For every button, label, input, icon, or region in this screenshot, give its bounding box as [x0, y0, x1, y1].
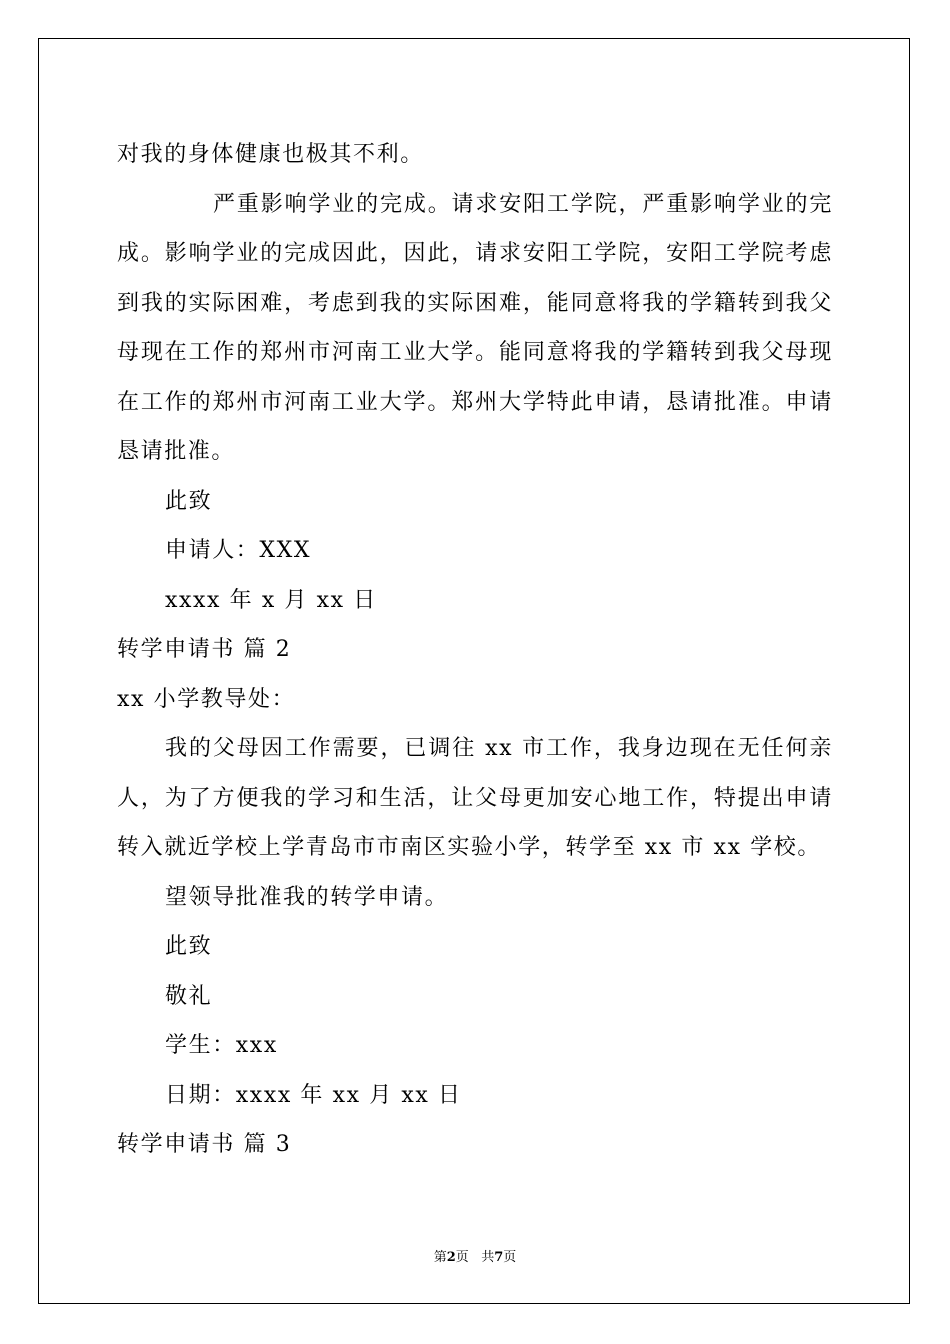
date-line: 日期：xxxx 年 xx 月 xx 日	[165, 1082, 462, 1108]
total-page-count: 7	[494, 1250, 504, 1265]
footer-total-prefix: 共	[481, 1250, 495, 1265]
closing-regards: 敬礼	[165, 983, 213, 1009]
footer-total-suffix: 页	[503, 1250, 517, 1265]
closing-salutation: 此致	[165, 934, 213, 959]
paragraph: 对我的身体健康也极其不利。	[117, 142, 424, 167]
section-heading: 转学申请书 篇 2	[117, 637, 292, 662]
applicant-line: 申请人：XXX	[165, 538, 312, 563]
section-heading: 转学申请书 篇 3	[117, 1132, 292, 1157]
student-line: 学生：xxx	[165, 1033, 278, 1058]
page-footer	[0, 1246, 950, 1265]
closing-salutation: 此致	[165, 488, 213, 514]
recipient-line: xx 小学教导处：	[117, 686, 296, 712]
paragraph: 严重影响学业的完成。请求安阳工学院，严重影响学业的完成。影响学业的完成因此，因此，请求安阳工学院，安阳工学院考虑到我的实际困难，考虑到我的实际困难，能同意将我的学籍转到我父母现在工作的郑州市河南工业大学。能同意将我的学籍转到我父母现在工作的郑州市河南工业大学。郑州大学特此申请，恳请批准。申请恳请批准。	[117, 191, 833, 464]
paragraph: 我的父母因工作需要，已调往 xx 市工作，我身边现在无任何亲人，为了方便我的学习和生活，让父母更加安心地工作，特提出申请转入就近学校上学青岛市市南区实验小学，转学至 xx 市 xx 学校。	[117, 736, 833, 860]
footer-page-suffix: 页	[455, 1250, 469, 1265]
footer-prefix: 第	[433, 1250, 447, 1265]
current-page-number: 2	[446, 1250, 456, 1265]
date-line: xxxx 年 x 月 xx 日	[165, 587, 377, 613]
document-body	[117, 130, 833, 1170]
paragraph: 望领导批准我的转学申请。	[165, 884, 449, 910]
